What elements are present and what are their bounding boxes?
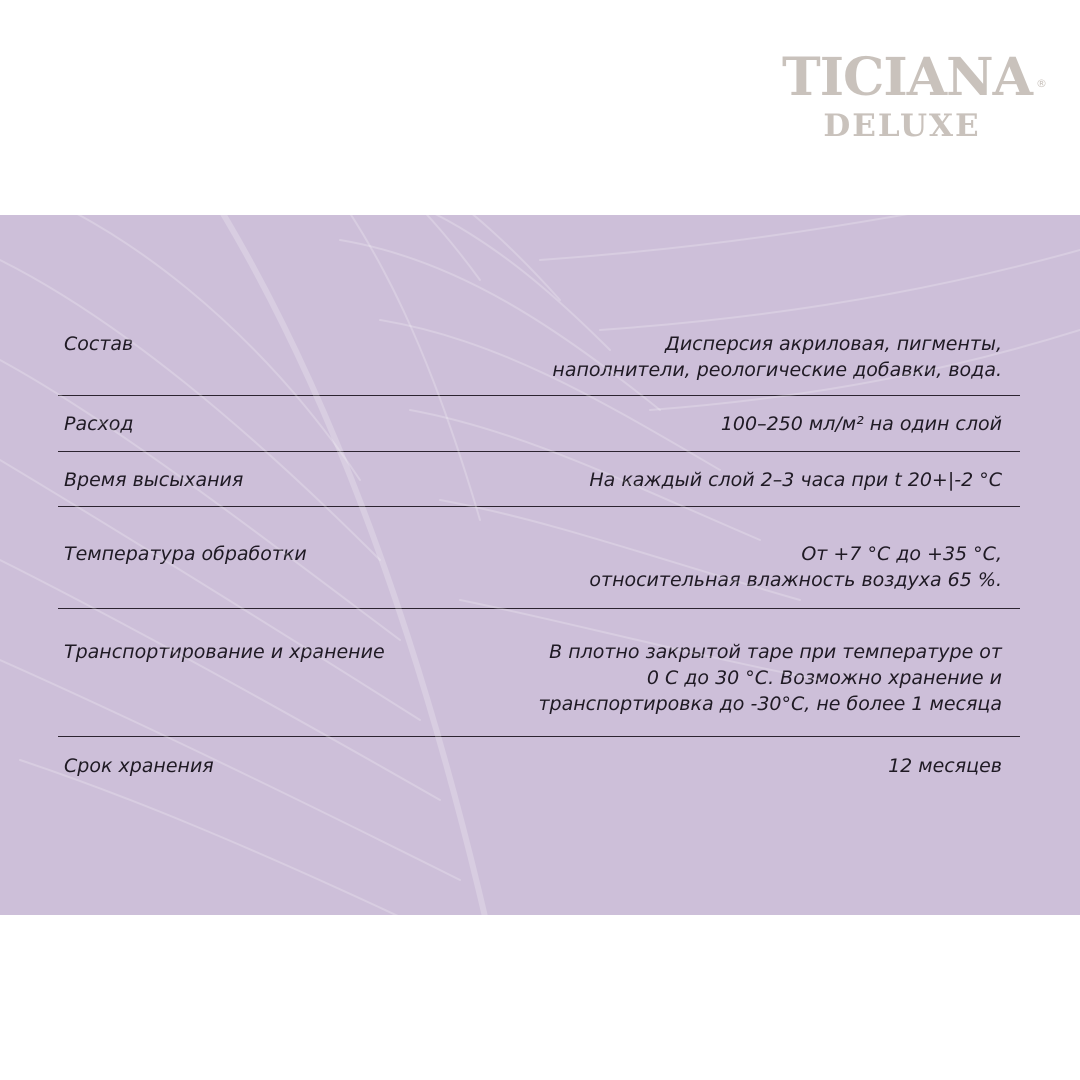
spec-row-consumption — [58, 396, 1020, 452]
spec-label: Срок хранения — [64, 755, 214, 777]
spec-value — [552, 331, 1002, 383]
spec-value-line: относительная влажность воздуха 65 %. — [589, 569, 1002, 591]
spec-value-line: В плотно закрытой таре при температуре от — [549, 641, 1002, 663]
spec-label: Транспортирование и хранение — [64, 641, 385, 663]
spec-value-line: наполнители, реологические добавки, вода. — [552, 359, 1002, 381]
spec-row-transport-storage — [58, 609, 1020, 737]
brand-name — [782, 47, 1046, 108]
spec-label: Температура обработки — [64, 543, 307, 565]
spec-value-line: На каждый слой 2–3 часа при t 20+|-2 °С — [589, 469, 1002, 491]
spec-value-line: 100–250 мл/м² на один слой — [720, 413, 1002, 435]
spec-value — [721, 411, 1002, 437]
spec-row-shelf-life — [58, 737, 1020, 797]
spec-value-line: Дисперсия акриловая, пигменты, — [664, 333, 1002, 355]
brand-name-text: TICIANA — [782, 47, 1032, 108]
brand-subline: DELUXE — [823, 108, 981, 144]
spec-value-line: 12 месяцев — [888, 755, 1002, 777]
registered-mark: ® — [1035, 77, 1046, 90]
spec-table — [58, 315, 1020, 797]
spec-row-application-temperature — [58, 507, 1020, 609]
spec-value — [538, 639, 1002, 717]
spec-value-line: транспортировка до -30°С, не более 1 месяца — [538, 693, 1002, 715]
spec-row-drying-time — [58, 452, 1020, 507]
brand-logo — [782, 47, 1046, 144]
spec-value-line: От +7 °С до +35 °С, — [801, 543, 1002, 565]
spec-label: Расход — [64, 413, 134, 435]
spec-label: Состав — [64, 333, 134, 355]
spec-label: Время высыхания — [64, 469, 244, 491]
spec-value — [589, 541, 1002, 593]
spec-value — [888, 753, 1002, 779]
spec-value-line: 0 С до 30 °С. Возможно хранение и — [646, 667, 1002, 689]
spec-row-composition — [58, 315, 1020, 396]
spec-value — [589, 467, 1002, 493]
